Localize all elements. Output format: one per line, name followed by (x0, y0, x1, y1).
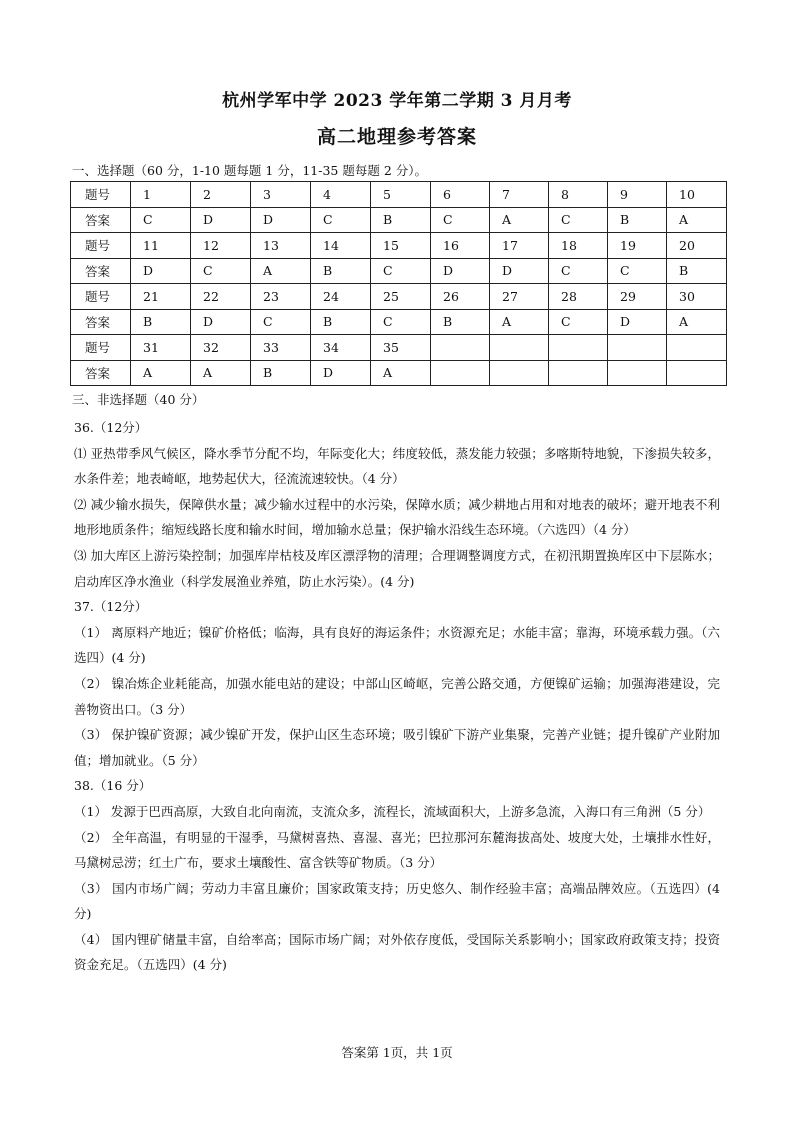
table-cell: A (667, 309, 727, 335)
table-cell: 16 (431, 233, 490, 259)
table-cell: A (667, 207, 727, 233)
table-row (71, 284, 727, 310)
question-label: 36.（12分） (74, 420, 148, 435)
table-cell (667, 335, 727, 361)
table-cell: 22 (191, 284, 251, 310)
table-cell: 13 (251, 233, 311, 259)
table-cell: 5 (371, 182, 431, 208)
table-cell: D (490, 258, 549, 284)
answer-subtitle: 高二地理参考答案 (316, 126, 477, 148)
table-row (71, 335, 727, 361)
table-cell: 28 (549, 284, 608, 310)
table-cell: 4 (311, 182, 371, 208)
table-cell (549, 335, 608, 361)
nonchoice-answers (74, 415, 720, 978)
table-cell: 26 (431, 284, 490, 310)
table-cell: 7 (490, 182, 549, 208)
table-cell (608, 335, 667, 361)
table-cell: B (431, 309, 490, 335)
table-cell: 29 (608, 284, 667, 310)
table-cell: 25 (371, 284, 431, 310)
table-cell: B (608, 207, 667, 233)
table-cell (431, 335, 490, 361)
table-row (71, 233, 727, 259)
table-row (71, 258, 727, 284)
table-cell (490, 335, 549, 361)
table-cell (490, 360, 549, 386)
table-cell: 35 (371, 335, 431, 361)
table-cell: B (311, 258, 371, 284)
section3-heading: 三、非选择题（40 分） (72, 392, 205, 407)
table-cell: 33 (251, 335, 311, 361)
exam-title: 杭州学军中学 2023 学年第二学期 3 月月考 (222, 91, 572, 111)
row-header-cell: 题号 (71, 335, 131, 361)
table-cell: A (191, 360, 251, 386)
question-label: 38.（16 分） (74, 778, 152, 794)
answer-paragraph: （1） 离原料产地近；镍矿价格低；临海，具有良好的海运条件；水资源充足；水能丰富；靠海，环境承载力强。（六选四）(4 分) (74, 624, 720, 666)
table-cell: 9 (608, 182, 667, 208)
table-cell: 3 (251, 182, 311, 208)
table-cell: C (311, 207, 371, 233)
answer-paragraph: ⑶ 加大库区上游污染控制；加强库岸枯枝及库区漂浮物的清理；合理调整调度方式，在初汛期置换库区中下层陈水；启动库区净水渔业（科学发展渔业养殖，防止水污染）。(4 分) (74, 547, 720, 589)
table-cell: D (131, 258, 191, 284)
section1-heading: 一、选择题（60 分，1-10 题每题 1 分，11-35 题每题 2 分）。 (72, 163, 427, 178)
row-header-cell: 题号 (71, 182, 131, 208)
answer-paragraph: （3） 国内市场广阔；劳动力丰富且廉价；国家政策支持；历史悠久、制作经验丰富；高端品牌效应。（五选四）(4 分) (74, 880, 720, 922)
table-cell (549, 360, 608, 386)
answer-paragraph: ⑴ 亚热带季风气候区，降水季节分配不均，年际变化大；纬度较低，蒸发能力较强；多喀斯特地貌，下渗损失较多，水条件差；地表崎岖，地势起伏大，径流流速较快。（4 分） (74, 445, 720, 487)
table-cell: 14 (311, 233, 371, 259)
table-cell: C (191, 258, 251, 284)
answer-table (70, 181, 727, 386)
table-cell: A (131, 360, 191, 386)
table-cell: 32 (191, 335, 251, 361)
table-cell: 31 (131, 335, 191, 361)
row-header-cell: 答案 (71, 207, 131, 233)
table-cell: C (549, 258, 608, 284)
answer-paragraph: （2） 镍冶炼企业耗能高，加强水能电站的建设；中部山区崎岖，完善公路交通，方便镍矿运输；加强海港建设，完善物资出口。（3 分） (74, 675, 720, 717)
table-cell: 11 (131, 233, 191, 259)
row-header-cell: 题号 (71, 284, 131, 310)
table-cell: B (371, 207, 431, 233)
table-row (71, 360, 727, 386)
table-cell: 18 (549, 233, 608, 259)
answer-paragraph: （2） 全年高温，有明显的干湿季，马黛树喜热、喜湿、喜光；巴拉那河东麓海拔高处、坡度大处，土壤排水性好，马黛树忌涝；红土广布，要求土壤酸性、富含铁等矿物质。（3 分） (74, 829, 720, 871)
table-cell: C (431, 207, 490, 233)
table-cell: C (549, 309, 608, 335)
table-cell: C (549, 207, 608, 233)
table-cell: C (371, 309, 431, 335)
table-cell: 19 (608, 233, 667, 259)
table-cell: 24 (311, 284, 371, 310)
table-row (71, 207, 727, 233)
answer-paragraph: ⑵ 减少输水损失，保障供水量；减少输水过程中的水污染，保障水质；减少耕地占用和对地表的破坏；避开地表不利地形地质条件；缩短线路长度和输水时间，增加输水总量；保护输水沿线生态环境。（六选四）（4 分） (74, 496, 720, 538)
table-cell: 17 (490, 233, 549, 259)
row-header-cell: 答案 (71, 360, 131, 386)
table-cell: B (311, 309, 371, 335)
answer-paragraph: （4） 国内锂矿储量丰富，自给率高；国际市场广阔；对外依存度低，受国际关系影响小；国家政府政策支持；投资资金充足。（五选四）(4 分) (74, 931, 720, 973)
table-cell: 15 (371, 233, 431, 259)
table-cell: A (371, 360, 431, 386)
table-cell: C (131, 207, 191, 233)
row-header-cell: 答案 (71, 258, 131, 284)
row-header-cell: 答案 (71, 309, 131, 335)
table-cell: B (251, 360, 311, 386)
table-cell: 8 (549, 182, 608, 208)
table-cell: 1 (131, 182, 191, 208)
table-row (71, 309, 727, 335)
question-label: 37.（12分） (74, 599, 148, 615)
table-cell: D (251, 207, 311, 233)
answer-paragraph: （3） 保护镍矿资源；减少镍矿开发，保护山区生态环境；吸引镍矿下游产业集聚，完善产业链；提升镍矿产业附加值；增加就业。（5 分） (74, 727, 720, 768)
table-cell: A (490, 207, 549, 233)
table-cell (431, 360, 490, 386)
table-cell: D (191, 207, 251, 233)
table-cell: 23 (251, 284, 311, 310)
table-cell: B (667, 258, 727, 284)
table-cell: A (490, 309, 549, 335)
table-cell: 12 (191, 233, 251, 259)
table-cell: A (251, 258, 311, 284)
table-cell: D (608, 309, 667, 335)
table-cell (608, 360, 667, 386)
table-cell: D (431, 258, 490, 284)
table-row (71, 182, 727, 208)
page-footer: 答案第 1页，共 1页 (341, 1045, 453, 1060)
table-cell: D (311, 360, 371, 386)
table-cell: C (371, 258, 431, 284)
table-cell: 34 (311, 335, 371, 361)
table-cell: 20 (667, 233, 727, 259)
table-cell: 10 (667, 182, 727, 208)
table-cell: D (191, 309, 251, 335)
table-cell: 2 (191, 182, 251, 208)
table-cell: B (131, 309, 191, 335)
table-cell: 21 (131, 284, 191, 310)
table-cell: 30 (667, 284, 727, 310)
row-header-cell: 题号 (71, 233, 131, 259)
answer-paragraph: （1） 发源于巴西高原，大致自北向南流，支流众多，流程长，流域面积大，上游多急流，入海口有三角洲（5 分） (74, 803, 711, 819)
table-cell: C (251, 309, 311, 335)
table-cell: 27 (490, 284, 549, 310)
table-cell: 6 (431, 182, 490, 208)
table-cell: C (608, 258, 667, 284)
table-cell (667, 360, 727, 386)
